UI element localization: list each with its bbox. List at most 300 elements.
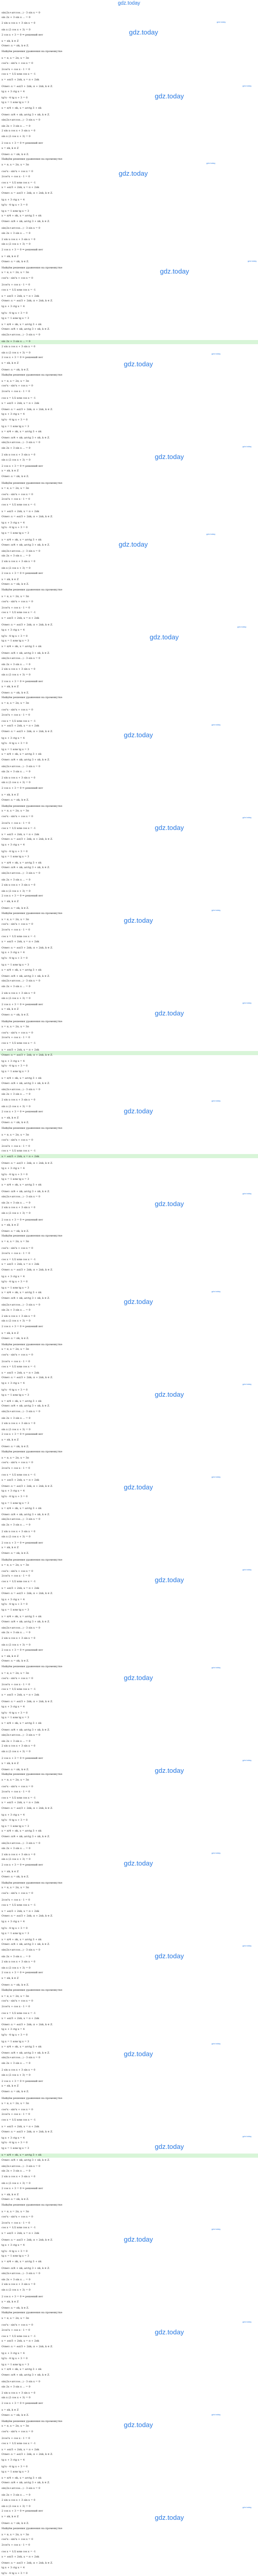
- solution-line: Найдём решения уравнения на промежутке: [2, 2204, 62, 2207]
- solution-line: cos x = 1/2 или cos x = -1: [2, 827, 36, 830]
- watermark-small: gdz.today: [243, 2320, 252, 2323]
- solution-line: Ответ: π/4 + πk; arctg 3 + πk, k ∈ Z.: [2, 436, 50, 439]
- solution-line: cos x = 1/2 или cos x = -1: [2, 2226, 36, 2229]
- solution-line: x = ±π/3 + 2πk, x = π + 2πk: [2, 78, 39, 81]
- solution-line: sin x (2 cos x + 3) = 0: [2, 135, 30, 138]
- solution-line: Ответ: x = ±π/3 + 2πk; π + 2πk, k ∈ Z.: [2, 2453, 53, 2456]
- solution-line: Ответ: π/4 + πk; arctg 3 + πk, k ∈ Z.: [2, 758, 50, 761]
- solution-line: Ответ: x = πk, k ∈ Z.: [2, 1984, 29, 1987]
- solution-line: x = πk, k ∈ Z: [2, 2193, 19, 2196]
- solution-line: x = π, x = 2π, x = 3π: [2, 1348, 29, 1351]
- solution-line: tg x = 1 или tg x = 3: [2, 2147, 29, 2150]
- solution-line: sin x (2 cos x + 3) = 0: [2, 673, 30, 676]
- solution-line: 2cos²x + cos x - 1 = 0: [2, 1360, 30, 1363]
- solution-line: 2 sin x cos x + 3 sin x = 0: [2, 1422, 36, 1425]
- solution-line: x = π, x = 2π, x = 3π: [2, 57, 29, 60]
- solution-line: tg x = 1 или tg x = 3: [2, 963, 29, 967]
- watermark: gdz.today: [124, 731, 153, 739]
- solution-line: cos x = 1/2 или cos x = -1: [2, 503, 36, 506]
- solution-line: Ответ: π/4 + πk; arctg 3 + πk, k ∈ Z.: [2, 1297, 50, 1300]
- solution-line: x = π, x = 2π, x = 3π: [2, 702, 29, 705]
- solution-line: 2 cos x + 3 = 0 ⇒ решений нет: [2, 572, 43, 575]
- solution-line: tg x = 1 или tg x = 3: [2, 1070, 29, 1073]
- solution-line: sin 2x + 3 sin x ... = 0: [2, 2170, 30, 2173]
- solution-line: x = π, x = 2π, x = 3π: [2, 2317, 29, 2320]
- solution-line: 2 cos x + 3 = 0 ⇒ решений нет: [2, 1757, 43, 1760]
- solution-line: x = π/4 + πk, x = arctg 3 + πk: [2, 2045, 42, 2048]
- watermark: gdz.today: [155, 1391, 184, 1398]
- solution-line: Ответ: x = ±π/3 + 2πk; π + 2πk, k ∈ Z.: [2, 192, 53, 195]
- site-logo[interactable]: gdz.today: [118, 1, 140, 6]
- solution-line: tg x + 3 ctg x = 4: [2, 2352, 25, 2355]
- solution-line: x = ±π/3 + 2πk, x = π + 2πk: [2, 940, 39, 943]
- solution-line: Ответ: π/4 + πk; arctg 3 + πk, k ∈ Z.: [2, 975, 50, 978]
- solution-line: Найдём решения уравнения на промежутке: [2, 2420, 62, 2423]
- solution-line: 2 sin x cos x + 3 sin x = 0: [2, 238, 36, 241]
- solution-line: tg x = 1 или tg x = 3: [2, 1608, 29, 1612]
- watermark-small: gdz.today: [212, 2413, 221, 2416]
- solution-line: x = πk, k ∈ Z: [2, 2084, 19, 2088]
- solution-line: tg²x - 4 tg x + 3 = 0: [2, 1711, 28, 1715]
- solution-line: 2cos²x + cos x - 1 = 0: [2, 1036, 30, 1039]
- solution-line: cos x = 1/2 или cos x = -1: [2, 720, 36, 723]
- solution-line: Найдём решения уравнения на промежутке: [2, 2311, 62, 2314]
- solution-line: sin x (2 cos x + 3) = 0: [2, 2505, 30, 2508]
- solution-line: Ответ: x = ±π/3 + 2πk; π + 2πk, k ∈ Z.: [2, 1807, 53, 1810]
- solution-line: Найдём решения уравнения на промежутке: [2, 266, 62, 269]
- solution-line: Найдём решения уравнения на промежутке: [2, 50, 62, 53]
- solution-line: Ответ: x = ±π/3 + 2πk; π + 2πk, k ∈ Z.: [2, 2239, 53, 2242]
- solution-line: sin(2x+arccos...) - 3 sin x = 0: [2, 1626, 40, 1630]
- solution-line: sin(2x+arccos...) - 3 sin x = 0: [2, 118, 40, 122]
- watermark-small: gdz.today: [212, 1099, 221, 1102]
- solution-line: Ответ: x = ±π/3 + 2πk; π + 2πk, k ∈ Z.: [2, 1485, 53, 1488]
- solution-line: 2cos²x + cos x - 1 = 0: [2, 2005, 30, 2008]
- solution-line: x = π, x = 2π, x = 3π: [2, 1564, 29, 1567]
- solution-line: x = π, x = 2π, x = 3π: [2, 380, 29, 383]
- solution-line: sin x (2 cos x + 3) = 0: [2, 1428, 30, 1431]
- solution-line: x = πk, k ∈ Z: [2, 685, 19, 688]
- solution-line: sin(2x+arccos...) - 3 sin x = 0: [2, 1734, 40, 1737]
- solution-line: Найдём решения уравнения на промежутке: [2, 588, 62, 591]
- solution-line: x = ±π/3 + 2πk, x = π + 2πk: [2, 2448, 39, 2451]
- solution-line: Найдём решения уравнения на промежутке: [2, 1127, 62, 1130]
- solution-line: cos²x - sin²x + cos x = 0: [2, 2538, 33, 2541]
- solution-line: 2 sin x cos x + 3 sin x = 0: [2, 129, 36, 132]
- solution-line: Ответ: x = πk, k ∈ Z.: [2, 2090, 29, 2093]
- solution-line: 2cos²x + cos x - 1 = 0: [2, 283, 30, 286]
- solution-line: 2 sin x cos x + 3 sin x = 0: [2, 1315, 36, 1318]
- solution-line: x = π, x = 2π, x = 3π: [2, 595, 29, 598]
- solution-line: cos²x - sin²x + cos x = 0: [2, 2108, 33, 2111]
- solution-line: x = ±π/3 + 2πk, x = π + 2πk: [2, 1693, 39, 1697]
- solution-line: cos²x - sin²x + cos x = 0: [2, 1139, 33, 1142]
- solution-line: tg x = 1 или tg x = 3: [2, 425, 29, 428]
- solution-line: sin 2x + 3 sin x ... = 0: [2, 1201, 30, 1205]
- solution-line: Ответ: x = ±π/3 + 2πk; π + 2πk, k ∈ Z.: [2, 838, 53, 841]
- solution-line: cos²x - sin²x + cos x = 0: [2, 384, 33, 387]
- solution-line: tg x = 1 или tg x = 3: [2, 2363, 29, 2366]
- solution-line: x = πk, k ∈ Z: [2, 1977, 19, 1980]
- solution-line: tg x + 3 ctg x = 4: [2, 1920, 25, 1923]
- solution-line: sin(2x+arccos...) - 3 sin x = 0: [2, 979, 40, 982]
- solution-line: Ответ: π/4 + πk; arctg 3 + πk, k ∈ Z.: [2, 2052, 50, 2055]
- solution-line: Найдём решения уравнения на промежутке: [2, 1882, 62, 1885]
- solution-line: x = ±π/3 + 2πk, x = π + 2πk: [2, 1155, 39, 1158]
- solution-line: 2 cos x + 3 = 0 ⇒ решений нет: [2, 2402, 43, 2405]
- watermark-small: gdz.today: [248, 260, 257, 262]
- solution-line: tg²x - 4 tg x + 3 = 0: [2, 742, 28, 745]
- solution-line: tg²x - 4 tg x + 3 = 0: [2, 635, 28, 638]
- solution-line: x = πk, k ∈ Z: [2, 793, 19, 796]
- solution-line: Ответ: x = πk, k ∈ Z.: [2, 2198, 29, 2201]
- solution-line: Ответ: x = ±π/3 + 2πk; π + 2πk, k ∈ Z.: [2, 946, 53, 950]
- solution-line: 2 cos x + 3 = 0 ⇒ решений нет: [2, 680, 43, 683]
- solution-line: sin 2x + 3 sin x ... = 0: [2, 1740, 30, 1743]
- watermark: gdz.today: [155, 1767, 184, 1774]
- solution-line: x = ±π/3 + 2πk, x = π + 2πk: [2, 1371, 39, 1375]
- watermark: gdz.today: [155, 92, 184, 100]
- solution-line: 2cos²x + cos x - 1 = 0: [2, 498, 30, 501]
- solution-line: tg²x - 4 tg x + 3 = 0: [2, 2141, 28, 2144]
- solution-line: cos²x - sin²x + cos x = 0: [2, 1353, 33, 1357]
- solution-line: x = π/4 + πk, x = arctg 3 + πk: [2, 1400, 42, 1403]
- solution-line: Найдём решения уравнения на промежутке: [2, 1665, 62, 1668]
- solution-line: 2 cos x + 3 = 0 ⇒ решений нет: [2, 894, 43, 897]
- solution-line: x = ±π/3 + 2πk, x = π + 2πk: [2, 1263, 39, 1266]
- solution-line: cos²x - sin²x + cos x = 0: [2, 2324, 33, 2327]
- solution-line: x = πk, k ∈ Z: [2, 1008, 19, 1011]
- solution-line: Ответ: x = πk, k ∈ Z.: [2, 1121, 29, 1124]
- watermark: gdz.today: [155, 1009, 184, 1017]
- solution-line: sin x (2 cos x + 3) = 0: [2, 1212, 30, 1215]
- solution-line: x = π, x = 2π, x = 3π: [2, 271, 29, 274]
- watermark-small: gdz.today: [243, 1568, 252, 1571]
- solution-line: tg x + 3 ctg x = 4: [2, 843, 25, 846]
- solution-line: x = π, x = 2π, x = 3π: [2, 163, 29, 166]
- solution-line: tg²x - 4 tg x + 3 = 0: [2, 1280, 28, 1283]
- solution-line: x = π, x = 2π, x = 3π: [2, 809, 29, 812]
- watermark: gdz.today: [155, 2514, 184, 2521]
- solution-line: x = ±π/3 + 2πk, x = π + 2πk: [2, 2125, 39, 2128]
- solution-line: sin 2x + 3 sin x ... = 0: [2, 125, 30, 128]
- solution-line: tg x + 3 ctg x = 4: [2, 198, 25, 201]
- solution-line: Ответ: π/4 + πk; arctg 3 + πk, k ∈ Z.: [2, 1190, 50, 1193]
- watermark-small: gdz.today: [243, 1002, 252, 1004]
- solution-line: Ответ: x = ±π/3 + 2πk; π + 2πk, k ∈ Z.: [2, 1914, 53, 1918]
- solution-line: Ответ: x = ±π/3 + 2πk; π + 2πk, k ∈ Z.: [2, 730, 53, 733]
- watermark-small: gdz.today: [206, 533, 216, 535]
- solution-line: 2 cos x + 3 = 0 ⇒ решений нет: [2, 142, 43, 145]
- solution-line: tg x = 1 или tg x = 3: [2, 210, 29, 213]
- solution-line: x = π, x = 2π, x = 3π: [2, 1995, 29, 1998]
- solution-line: tg x + 3 ctg x = 4: [2, 2137, 25, 2140]
- solution-line: cos²x - sin²x + cos x = 0: [2, 600, 33, 603]
- solution-line: tg x + 3 ctg x = 4: [2, 413, 25, 416]
- solution-line: Найдём решения уравнения на промежутке: [2, 1773, 62, 1776]
- solution-line: tg x = 1 или tg x = 3: [2, 748, 29, 751]
- watermark-small: gdz.today: [243, 1192, 252, 1195]
- solution-line: sin(2x+arccos...) - 3 sin x = 0: [2, 1842, 40, 1845]
- watermark-small: gdz.today: [206, 162, 216, 164]
- solution-line: Ответ: π/4 + πk; arctg 3 + πk, k ∈ Z.: [2, 220, 50, 223]
- solution-line: sin(2x+arccos...) - 3 sin x = 0: [2, 1088, 40, 1091]
- solution-line: 2cos²x + cos x - 1 = 0: [2, 1683, 30, 1686]
- solution-line: x = π/4 + πk, x = arctg 3 + πk: [2, 2477, 42, 2480]
- solution-line: tg²x - 4 tg x + 3 = 0: [2, 2572, 28, 2575]
- solution-line: tg x = 1 или tg x = 3: [2, 855, 29, 858]
- solution-line: Найдём решения уравнения на промежутке: [2, 805, 62, 808]
- solution-line: 2cos²x + cos x - 1 = 0: [2, 2113, 30, 2116]
- solution-line: Ответ: x = πk, k ∈ Z.: [2, 691, 29, 694]
- solution-line: 2cos²x + cos x - 1 = 0: [2, 2222, 30, 2225]
- solution-line: tg²x - 4 tg x + 3 = 0: [2, 526, 28, 529]
- watermark: gdz.today: [124, 1107, 153, 1115]
- solution-line: x = πk, k ∈ Z: [2, 1870, 19, 1873]
- solution-line: Найдём решения уравнения на промежутке: [2, 1558, 62, 1562]
- solution-line: Ответ: x = πk, k ∈ Z.: [2, 1659, 29, 1663]
- solution-line: sin 2x + 3 sin x ... = 0: [2, 447, 30, 450]
- solution-line: sin x (2 cos x + 3) = 0: [2, 1643, 30, 1647]
- solution-line: x = ±π/3 + 2πk, x = π + 2πk: [2, 510, 39, 513]
- solution-line: cos x = 1/2 или cos x = -1: [2, 1580, 36, 1583]
- solution-line: tg²x - 4 tg x + 3 = 0: [2, 96, 28, 99]
- watermark-small: gdz.today: [243, 445, 252, 448]
- solution-line: Найдём решения уравнения на промежутке: [2, 1234, 62, 1238]
- solution-line: cos²x - sin²x + cos x = 0: [2, 1892, 33, 1895]
- solution-line: 2cos²x + cos x - 1 = 0: [2, 2437, 30, 2440]
- watermark-small: gdz.today: [243, 84, 252, 87]
- solution-line: sin(2x+arccos...) - 3 sin x = 0: [2, 441, 40, 444]
- solution-line: 2cos²x + cos x - 1 = 0: [2, 1467, 30, 1470]
- solution-line: sin 2x + 3 sin x ... = 0: [2, 985, 30, 988]
- solution-line: x = ±π/3 + 2πk, x = π + 2πk: [2, 1479, 39, 1482]
- solution-line: sin(2x+arccos...) - 3 sin x = 0: [2, 2056, 40, 2059]
- solution-line: 2 cos x + 3 = 0 ⇒ решений нет: [2, 465, 43, 468]
- solution-line: x = π/4 + πk, x = arctg 3 + πk: [2, 2260, 42, 2263]
- solution-line: 2 sin x cos x + 3 sin x = 0: [2, 1637, 36, 1640]
- watermark-small: gdz.today: [212, 909, 221, 911]
- solution-line: tg x + 3 ctg x = 4: [2, 1489, 25, 1493]
- solution-line: x = ±π/3 + 2πk, x = π + 2πk: [2, 2340, 39, 2343]
- solution-line: x = πk, k ∈ Z: [2, 1762, 19, 1765]
- solution-line: Ответ: x = πk, k ∈ Z.: [2, 1552, 29, 1555]
- watermark-small: gdz.today: [212, 723, 221, 726]
- solution-line: 2 cos x + 3 = 0 ⇒ решений нет: [2, 2187, 43, 2190]
- solution-line: sin(2x+arccos...) - 3 sin x = 0: [2, 1948, 40, 1952]
- solution-line: 2cos²x + cos x - 1 = 0: [2, 928, 30, 931]
- solution-line: sin x (2 cos x + 3) = 0: [2, 2396, 30, 2399]
- solution-line: Ответ: x = πk, k ∈ Z.: [2, 583, 29, 586]
- solution-line: Ответ: x = ±π/3 + 2πk; π + 2πk, k ∈ Z.: [2, 1054, 53, 1057]
- solution-line: cos²x - sin²x + cos x = 0: [2, 1677, 33, 1680]
- solution-line: x = π, x = 2π, x = 3π: [2, 1133, 29, 1137]
- solution-line: tg x + 3 ctg x = 4: [2, 305, 25, 308]
- solution-line: sin 2x + 3 sin x ... = 0: [2, 878, 30, 882]
- solution-line: x = ±π/3 + 2πk, x = π + 2πk: [2, 402, 39, 405]
- solution-line: Найдём решения уравнения на промежутке: [2, 1020, 62, 1023]
- solution-line: 2 sin x cos x + 3 sin x = 0: [2, 22, 36, 25]
- solution-line: sin(2x+arccos...) - 3 sin x = 0: [2, 872, 40, 875]
- watermark: gdz.today: [155, 1952, 184, 1960]
- solution-line: cos²x - sin²x + cos x = 0: [2, 277, 33, 280]
- solution-line: sin(2x+arccos...) - 3 sin x = 0: [2, 1410, 40, 1413]
- solution-line: sin 2x + 3 sin x ... = 0: [2, 1631, 30, 1634]
- solution-line: 2cos²x + cos x - 1 = 0: [2, 1790, 30, 1793]
- solution-line: Ответ: x = πk, k ∈ Z.: [2, 2414, 29, 2417]
- solution-line: x = πk, k ∈ Z: [2, 2300, 19, 2303]
- solution-line: 2cos²x + cos x - 1 = 0: [2, 390, 30, 393]
- solution-line: 2 cos x + 3 = 0 ⇒ решений нет: [2, 248, 43, 251]
- solution-line: x = π, x = 2π, x = 3π: [2, 1240, 29, 1243]
- solution-line: Ответ: x = ±π/3 + 2πk; π + 2πk, k ∈ Z.: [2, 2562, 53, 2565]
- solution-line: Найдём решения уравнения на промежутке: [2, 912, 62, 915]
- solution-line: x = πk, k ∈ Z: [2, 469, 19, 472]
- solution-line: Ответ: x = πk, k ∈ Z.: [2, 1230, 29, 1233]
- solution-line: 2 cos x + 3 = 0 ⇒ решений нет: [2, 2080, 43, 2083]
- solution-line: Ответ: π/4 + πk; arctg 3 + πk, k ∈ Z.: [2, 1404, 50, 1408]
- solution-line: tg²x - 4 tg x + 3 = 0: [2, 1388, 28, 1392]
- solution-line: cos²x - sin²x + cos x = 0: [2, 1999, 33, 2003]
- solution-line: 2cos²x + cos x - 1 = 0: [2, 1899, 30, 1902]
- solution-line: 2 cos x + 3 = 0 ⇒ решений нет: [2, 1541, 43, 1545]
- solution-line: cos x = 1/2 или cos x = -1: [2, 1149, 36, 1153]
- watermark: gdz.today: [124, 1674, 153, 1682]
- solution-line: tg²x - 4 tg x + 3 = 0: [2, 957, 28, 960]
- solution-line: cos x = 1/2 или cos x = -1: [2, 1365, 36, 1368]
- solution-line: x = π/4 + πk, x = arctg 3 + πk: [2, 1615, 42, 1618]
- solution-line: x = ±π/3 + 2πk, x = π + 2πk: [2, 617, 39, 620]
- solution-line: x = ±π/3 + 2πk, x = π + 2πk: [2, 186, 39, 189]
- solution-line: tg²x - 4 tg x + 3 = 0: [2, 850, 28, 853]
- solution-line: Ответ: x = ±π/3 + 2πk; π + 2πk, k ∈ Z.: [2, 1376, 53, 1379]
- solution-line: 2cos²x + cos x - 1 = 0: [2, 1252, 30, 1255]
- solution-line: Ответ: x = ±π/3 + 2πk; π + 2πk, k ∈ Z.: [2, 85, 53, 88]
- solution-line: cos²x - sin²x + cos x = 0: [2, 815, 33, 818]
- solution-line: sin x (2 cos x + 3) = 0: [2, 567, 30, 570]
- solution-line: sin 2x + 3 sin x ... = 0: [2, 1417, 30, 1420]
- solution-line: sin(2x+arccos...) - 3 sin x = 0: [2, 657, 40, 660]
- solution-line: cos²x - sin²x + cos x = 0: [2, 62, 33, 65]
- solution-line: tg x = 1 или tg x = 3: [2, 532, 29, 535]
- solution-line: 2 cos x + 3 = 0 ⇒ решений нет: [2, 2295, 43, 2298]
- watermark: gdz.today: [124, 2421, 153, 2429]
- solution-line: tg x = 1 или tg x = 3: [2, 317, 29, 320]
- watermark: gdz.today: [124, 1483, 153, 1491]
- watermark: gdz.today: [124, 1298, 153, 1306]
- solution-line: tg x = 1 или tg x = 3: [2, 1716, 29, 1719]
- solution-line: Ответ: π/4 + πk; arctg 3 + πk, k ∈ Z.: [2, 2481, 50, 2484]
- watermark: gdz.today: [119, 170, 148, 177]
- solution-line: sin x (2 cos x + 3) = 0: [2, 1967, 30, 1970]
- solution-line: cos x = 1/2 или cos x = -1: [2, 2442, 36, 2445]
- solution-line: Ответ: x = ±π/3 + 2πk; π + 2πk, k ∈ Z.: [2, 1700, 53, 1703]
- solution-line: 2cos²x + cos x - 1 = 0: [2, 2544, 30, 2547]
- solution-line: Найдём решения уравнения на промежутке: [2, 1989, 62, 1992]
- solution-line: x = π, x = 2π, x = 3π: [2, 2533, 29, 2536]
- solution-line: Ответ: x = πk, k ∈ Z.: [2, 1445, 29, 1448]
- solution-line: Ответ: x = πk, k ∈ Z.: [2, 44, 29, 47]
- watermark: gdz.today: [155, 1576, 184, 1584]
- solution-line: Найдём решения уравнения на промежутке: [2, 2097, 62, 2100]
- solution-line: sin(2x+arccos...) - 3 sin x = 0: [2, 765, 40, 768]
- solution-line: tg x = 1 или tg x = 3: [2, 2040, 29, 2043]
- solution-line: tg x + 3 ctg x = 4: [2, 1382, 25, 1385]
- solution-line: cos²x - sin²x + cos x = 0: [2, 1570, 33, 1573]
- solution-line: 2cos²x + cos x - 1 = 0: [2, 2329, 30, 2332]
- solution-line: 2 sin x cos x + 3 sin x = 0: [2, 2069, 36, 2072]
- solution-line: sin x (2 cos x + 3) = 0: [2, 1858, 30, 1861]
- solution-line: sin(2x+arccos...) - 3 sin x = 0: [2, 550, 40, 553]
- watermark-small: gdz.today: [243, 2135, 252, 2138]
- solution-line: sin x (2 cos x + 3) = 0: [2, 997, 30, 1000]
- solution-line: cos²x - sin²x + cos x = 0: [2, 708, 33, 711]
- solution-line: 2cos²x + cos x - 1 = 0: [2, 606, 30, 609]
- solution-line: sin x (2 cos x + 3) = 0: [2, 1105, 30, 1108]
- solution-line: 2 sin x cos x + 3 sin x = 0: [2, 1530, 36, 1533]
- watermark: gdz.today: [124, 360, 153, 368]
- solution-line: x = πk, k ∈ Z: [2, 578, 19, 581]
- solution-line: tg x = 1 или tg x = 3: [2, 1178, 29, 1181]
- solution-line: 2cos²x + cos x - 1 = 0: [2, 714, 30, 717]
- solution-line: tg x = 1 или tg x = 3: [2, 2255, 29, 2258]
- solution-line: cos x = 1/2 или cos x = -1: [2, 1473, 36, 1477]
- solution-line: tg x + 3 ctg x = 4: [2, 629, 25, 632]
- solution-line: Ответ: x = πk, k ∈ Z.: [2, 2307, 29, 2310]
- solution-line: x = πk, k ∈ Z: [2, 362, 19, 365]
- solution-line: 2cos²x + cos x - 1 = 0: [2, 1145, 30, 1148]
- solution-line: tg x + 3 ctg x = 4: [2, 1060, 25, 1063]
- solution-line: 2 sin x cos x + 3 sin x = 0: [2, 884, 36, 887]
- solution-line: x = πk, k ∈ Z: [2, 2409, 19, 2412]
- solution-line: 2 cos x + 3 = 0 ⇒ решений нет: [2, 1863, 43, 1867]
- solution-line: Найдём решения уравнения на промежутке: [2, 696, 62, 699]
- solution-line: 2 sin x cos x + 3 sin x = 0: [2, 2392, 36, 2395]
- solution-line: 2 sin x cos x + 3 sin x = 0: [2, 668, 36, 671]
- watermark-small: gdz.today: [212, 2228, 221, 2230]
- watermark: gdz.today: [124, 2050, 153, 2058]
- solution-line: x = πk, k ∈ Z: [2, 255, 19, 258]
- solution-line: sin 2x + 3 sin x ... = 0: [2, 2494, 30, 2497]
- solution-line: cos²x - sin²x + cos x = 0: [2, 1785, 33, 1788]
- solution-line: tg²x - 4 tg x + 3 = 0: [2, 2033, 28, 2037]
- watermark-small: gdz.today: [217, 21, 226, 23]
- solution-line: x = π/4 + πk, x = arctg 3 + πk: [2, 645, 42, 648]
- solution-line: x = π, x = 2π, x = 3π: [2, 2102, 29, 2105]
- solution-line: tg x + 3 ctg x = 4: [2, 737, 25, 740]
- solution-line: cos x = 1/2 или cos x = -1: [2, 1258, 36, 1261]
- solution-line: 2cos²x + cos x - 1 = 0: [2, 175, 30, 178]
- solution-line: 2 sin x cos x + 3 sin x = 0: [2, 1960, 36, 1963]
- solution-line: Ответ: x = πk, k ∈ Z.: [2, 368, 29, 371]
- solution-line: sin 2x + 3 sin x ... = 0: [2, 770, 30, 773]
- solution-line: x = πk, k ∈ Z: [2, 900, 19, 903]
- solution-line: sin(2x+arccos...) - 3 sin x = 0: [2, 2165, 40, 2168]
- solution-line: Ответ: π/4 + πk; arctg 3 + πk, k ∈ Z.: [2, 1513, 50, 1516]
- solution-line: tg x = 1 или tg x = 3: [2, 1825, 29, 1828]
- solution-line: x = πk, k ∈ Z: [2, 1332, 19, 1335]
- solution-line: tg²x - 4 tg x + 3 = 0: [2, 1819, 28, 1822]
- solution-line: x = π/4 + πk, x = arctg 3 + πk: [2, 1077, 42, 1080]
- watermark: gdz.today: [119, 540, 148, 548]
- solution-line: cos x = 1/2 или cos x = -1: [2, 289, 36, 292]
- solution-line: Найдём решения уравнения на промежутке: [2, 482, 62, 485]
- watermark: gdz.today: [124, 1859, 153, 1867]
- solution-line: cos x = 1/2 или cos x = -1: [2, 1904, 36, 1907]
- watermark: gdz.today: [150, 633, 179, 641]
- watermark-small: gdz.today: [243, 1944, 252, 1947]
- solution-line: x = πk, k ∈ Z: [2, 2515, 19, 2518]
